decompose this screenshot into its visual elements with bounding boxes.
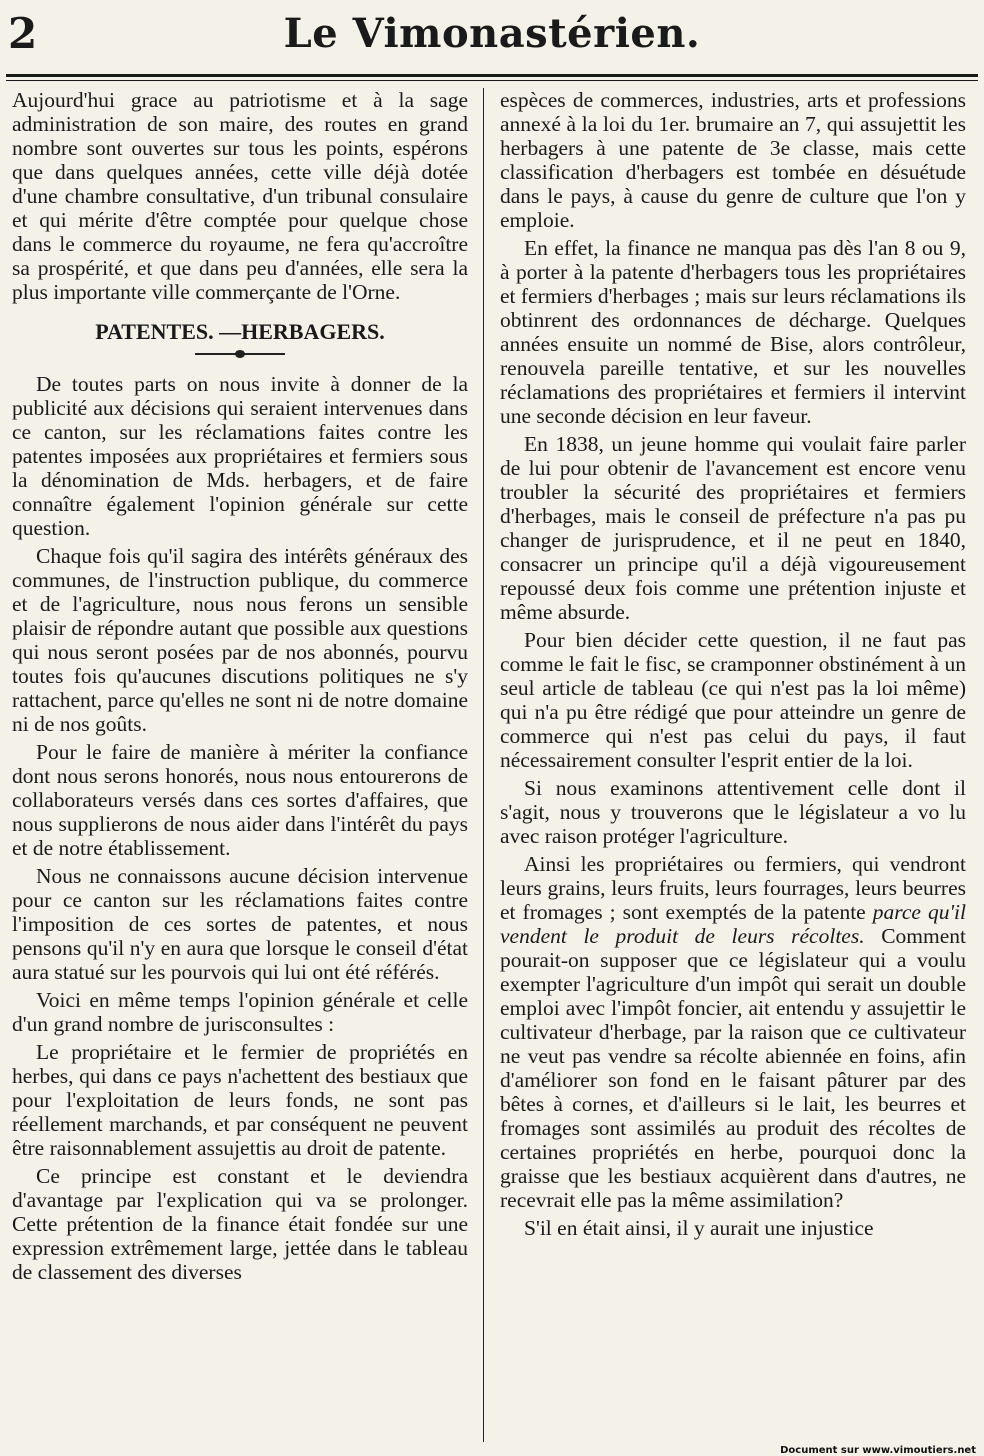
left-column xyxy=(12,88,468,1442)
article-paragraph: Chaque fois qu'il sagira des intérêts généraux des communes, de l'instruction publique, du commerce et de l'agriculture, nous nous ferons un sensible plaisir de répondre autant que possible aux questions qui nous seront posées par de nos abonnés, pourvu toutes fois qu'aucunes discutions politiques ne s'y rattachent, parce qu'elles ne sont ni de notre domaine ni de nos goûts. xyxy=(12,544,468,736)
footer-credit: Document sur www.vimoutiers.net xyxy=(780,1445,976,1456)
article-paragraph: Le propriétaire et le fermier de propriétés en herbes, qui dans ce pays n'achettent des bestiaux que pour l'exploitation de leurs fonds, ne sont pas réellement marchands, et par conséquent ne peuvent être raisonnablement assujettis au droit de patente. xyxy=(12,1040,468,1160)
article-paragraph-with-italic xyxy=(500,852,966,1212)
paragraph-text: Ainsi les propriétaires ou fermiers, qui vendront leurs grains, leurs fruits, leurs fourrages, leurs beurres et fromages ; sont exemptés de la patente xyxy=(500,852,966,924)
intro-paragraph: Aujourd'hui grace au patriotisme et à la sage administration de son maire, des routes en grand nombre sont ouvertes sur tous les points, espérons que dans quelques années, cette ville déjà dotée d'une chambre consultative, d'un tribunal consulaire et qui mérite d'être comptée pour quelque chose dans le commerce du royaume, ne fera qu'accroître sa prospérité, et que dans peu d'années, elle sera la plus importante ville commerçante de l'Orne. xyxy=(12,88,468,304)
article-paragraph: Voici en même temps l'opinion générale et celle d'un grand nombre de jurisconsultes : xyxy=(12,988,468,1036)
italic-text: parce qu'il vendent le produit de leurs récoltes. xyxy=(500,900,966,948)
article-paragraph: En 1838, un jeune homme qui voulait faire parler de lui pour obtenir de l'avancement est encore venu troubler la sécurité des propriétaires et fermiers d'herbages, mais le conseil de préfecture n'a pas pu changer de jurisprudence, et il ne peut en 1840, consacrer un principe qu'il a déjà vigoureusement repoussé deux fois comme une prétention injuste et même absurde. xyxy=(500,432,966,624)
article-paragraph: De toutes parts on nous invite à donner de la publicité aux décisions qui seraient intervenues dans ce canton, sur les réclamations faites contre les patentes imposées aux propriétaires et fermiers sous la dénomination de Mds. herbagers, et de faire connaître également l'opinion générale sur cette question. xyxy=(12,372,468,540)
article-paragraph: Nous ne connaissons aucune décision intervenue pour ce canton sur les réclamations faites contre l'imposition de ces sortes de patentes, et nous pensons qu'il n'y en aura que lorsque le conseil d'état aura statué sur les pourvois qui lui ont été référés. xyxy=(12,864,468,984)
masthead-rule xyxy=(6,74,978,81)
article-paragraph: En effet, la finance ne manqua pas dès l'an 8 ou 9, à porter à la patente d'herbagers tous les propriétaires et fermiers d'herbages ; mais sur leurs réclamations ils obtinrent des ordonnances de décharge. Quelques années ensuite un nommé de Bise, alors contrôleur, renouvela pareille tentative, et sur les nouvelles réclamations des propriétaires et fermiers il intervint une seconde décision en leur faveur. xyxy=(500,236,966,428)
article-paragraph: Ce principe est constant et le deviendra d'avantage par l'explication qui va se prolonger. Cette prétention de la finance était fondée sur une expression extrêmement large, jettée dans le tableau de classement des diverses xyxy=(12,1164,468,1284)
section-heading: PATENTES. —HERBAGERS. xyxy=(95,319,385,344)
column-divider xyxy=(483,88,484,1442)
paragraph-text: Comment pourait-on supposer que ce législateur qui a voulu exempter l'agriculture d'un impôt qui serait un double emploi avec l'impôt foncier, ait entendu y assujettir le cultivateur d'herbage, par la raison que ce cultivateur ne veut pas vendre sa récolte abiennée en foins, afin d'améliorer son fond en le faisant pâturer par des bêtes à cornes, et d'ailleurs si le lait, les beurres et fromages sont assimilés au produit des récoltes de certaines propriétés en herbe, pourquoi donc la graisse que les bestiaux acquièrent dans d'autres, ne recevrait elle pas la même assimilation? xyxy=(500,924,966,1212)
article-paragraph: Pour le faire de manière à mériter la confiance dont nous serons honorés, nous nous entourerons de collaborateurs versés dans ces sortes d'affaires, que nous supplierons de nous aider dans l'intérêt du pays et de notre établissement. xyxy=(12,740,468,860)
article-paragraph: Si nous examinons attentivement celle dont il s'agit, nous y trouverons que le législateur a vo lu avec raison protéger l'agriculture. xyxy=(500,776,966,848)
article-paragraph: Pour bien décider cette question, il ne faut pas comme le fait le fisc, se cramponner obstinément à un seul article de tableau (ce qui n'est pas la loi même) qui n'a pu être rédigé que pour atteindre un genre de commerce qui n'est pas celui du pays, il faut nécessairement consulter l'esprit entier de la loi. xyxy=(500,628,966,772)
continuation-paragraph: espèces de commerces, industries, arts et professions annexé à la loi du 1er. brumaire an 7, qui assujettit les herbagers à une patente de 3e classe, mais cette classification d'herbagers est tombée en désuétude dans le pays, à cause du genre de culture que l'on y emploie. xyxy=(500,88,966,232)
ornament-divider xyxy=(195,350,285,358)
article-paragraph-last: S'il en était ainsi, il y aurait une injustice xyxy=(524,1216,874,1240)
masthead-title: Le Vimonastérien. xyxy=(283,10,701,57)
right-column xyxy=(500,88,966,1442)
page-number: 2 xyxy=(8,9,38,58)
